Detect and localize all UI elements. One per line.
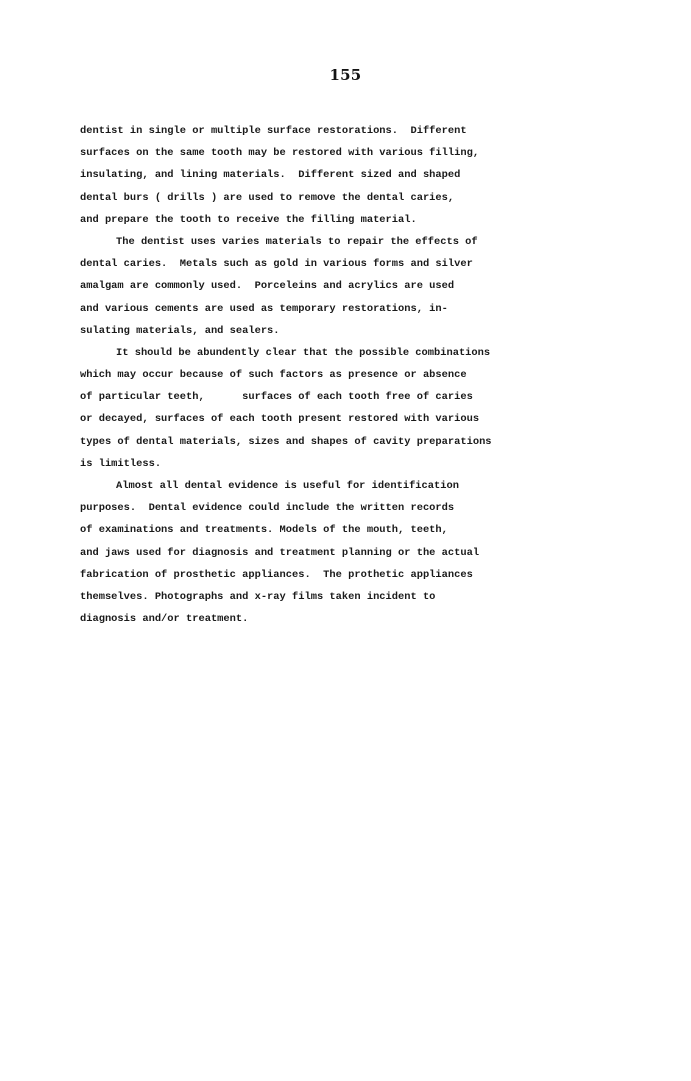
text-line: types of dental materials, sizes and shapes of cavity preparations <box>80 435 492 448</box>
text-line: dental caries. Metals such as gold in various forms and silver <box>80 258 473 271</box>
text-line: themselves. Photographs and x-ray films taken incident to <box>80 590 436 603</box>
text-line: of examinations and treatments. Models of the mouth, teeth, <box>80 524 448 537</box>
paragraph-first-line: It should be abundently clear that the possible combinations <box>116 346 491 359</box>
text-line: and various cements are used as temporary restorations, in- <box>80 302 448 315</box>
text-line: dentist in single or multiple surface restorations. Different <box>80 125 467 137</box>
text-line: dental burs ( drills ) are used to remove the dental caries, <box>80 191 455 204</box>
text-line: of particular teeth, surfaces of each tooth free of caries <box>80 391 473 404</box>
body-text <box>80 120 640 630</box>
text-line: is limitless. <box>80 457 162 470</box>
text-line: surfaces on the same tooth may be restored with various filling, <box>80 147 480 160</box>
text-line: amalgam are commonly used. Porceleins and acrylics are used <box>80 280 455 293</box>
text-line: or decayed, surfaces of each tooth present restored with various <box>80 413 480 426</box>
text-line: diagnosis and/or treatment. <box>80 613 249 626</box>
text-line: which may occur because of such factors as presence or absence <box>80 369 467 382</box>
text-line: fabrication of prosthetic appliances. The prothetic appliances <box>80 568 473 581</box>
page-number: 155 <box>329 66 362 84</box>
text-line: and prepare the tooth to receive the filling material. <box>80 213 417 226</box>
text-line: insulating, and lining materials. Different sized and shaped <box>80 169 461 182</box>
paragraph-first-line: Almost all dental evidence is useful for identification <box>116 480 459 492</box>
text-line: purposes. Dental evidence could include the written records <box>80 502 455 515</box>
text-line: and jaws used for diagnosis and treatment planning or the actual <box>80 546 480 559</box>
text-line: sulating materials, and sealers. <box>80 324 280 337</box>
paragraph-first-line: The dentist uses varies materials to repair the effects of <box>116 235 478 248</box>
